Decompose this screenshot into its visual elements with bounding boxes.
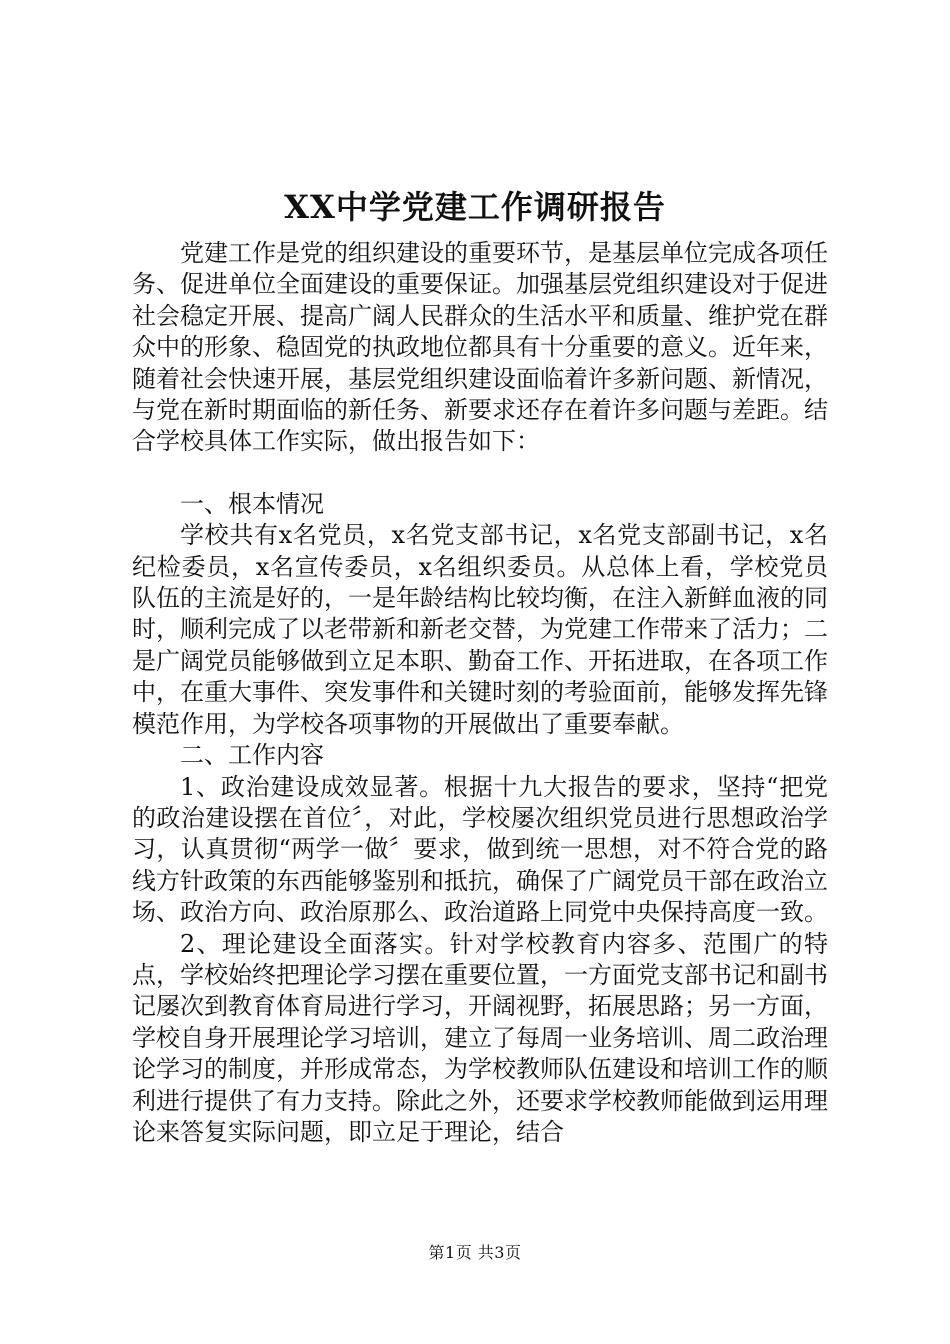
paragraph-gap	[132, 458, 828, 489]
section-heading-work-content: 二、工作内容	[180, 741, 324, 770]
intro-paragraph: 党建工作是党的组织建设的重要环节，是基层单位完成各项任务、促进单位全面建设的重要保证。加强基层党组织建设对于促进社会稳定开展、提高广阔人民群众的生活水平和质量、维护党在群众中的形象、稳固党的执政地位都具有十分重要的意义。近年来，随着社会快速开展，基层党组织建设面临着许多新问题、新情况，与党在新时期面临的新任务、新要求还存在着许多问题与差距。结合学校具体工作实际，做出报告如下：	[132, 239, 828, 456]
section-paragraph-basic-situation: 学校共有x名党员，x名党支部书记，x名党支部副书记，x名纪检委员，x名宣传委员，x名组织委员。从总体上看，学校党员队伍的主流是好的，一是年龄结构比较均衡，在注入新鲜血液的同时，顺利完成了以老带新和新老交替，为党建工作带来了活力；二是广阔党员能够做到立足本职、勤奋工作、开拓进取，在各项工作中，在重大事件、突发事件和关键时刻的考验面前，能够发挥先锋模范作用，为学校各项事物的开展做出了重要奉献。	[132, 521, 828, 738]
work-item-theory-construction: 2、理论建设全面落实。针对学校教育内容多、范围广的特点，学校始终把理论学习摆在重要位置，一方面党支部书记和副书记屡次到教育体育局进行学习，开阔视野，拓展思路；另一方面，学校自身开展理论学习培训，建立了每周一业务培训、周二政治理论学习的制度，并形成常态，为学校教师队伍建设和培训工作的顺利进行提供了有力支持。除此之外，还要求学校教师能做到运用理论来答复实际问题，即立足于理论，结合	[132, 929, 828, 1146]
document-body	[132, 238, 828, 1148]
section-heading-basic-situation: 一、根本情况	[180, 489, 324, 518]
page-footer: 第1页 共3页	[428, 1243, 522, 1262]
document-title: XX中学党建工作调研报告	[284, 188, 666, 226]
work-item-political-construction: 1、政治建设成效显著。根据十九大报告的要求，坚持“把党的政治建设摆在首位〞，对此，学校屡次组织党员进行思想政治学习，认真贯彻“两学一做〞要求，做到统一思想，对不符合党的路线方针政策的东西能够鉴别和抵抗，确保了广阔党员干部在政治立场、政治方向、政治原那么、政治道路上同党中央保持高度一致。	[132, 772, 828, 927]
